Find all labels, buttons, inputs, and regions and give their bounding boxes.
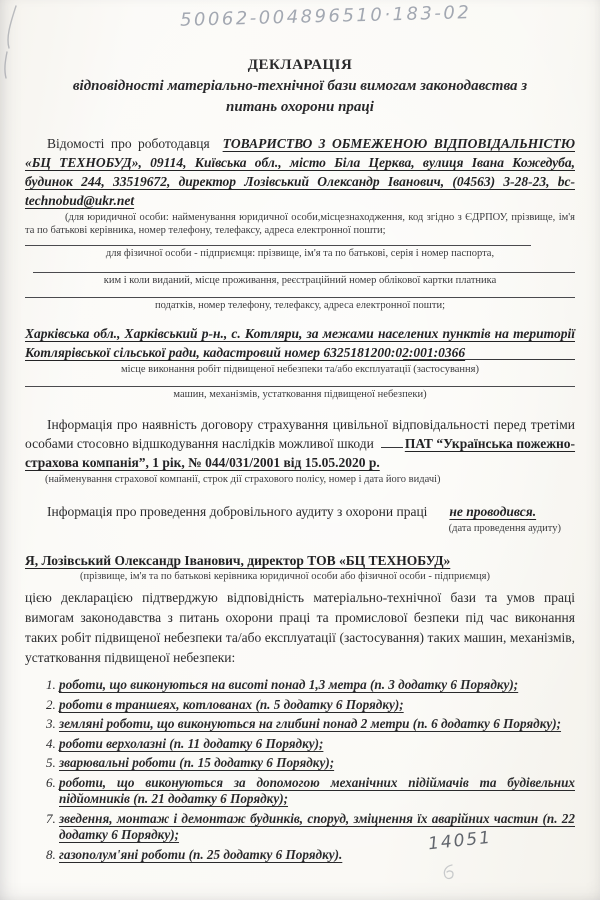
caption-machines: машин, механізмів, устатковання підвищеної небезпеки) bbox=[173, 389, 427, 400]
handwritten-registry-number: 50062-004896510·183-02 bbox=[179, 2, 472, 31]
caption-insurance: (найменування страхової компанії, строк дії страхового полісу, номер і дата його видачі) bbox=[45, 474, 441, 485]
work-item bbox=[59, 716, 575, 733]
employer-value: ТОВАРИСТВО З ОБМЕЖЕНОЮ ВІДПОВІДАЛЬНІСТЮ «БЦ ТЕХНОБУД», 09114, Київська обл., місто Біла Церква, вулиця Івана Кожедуба, будинок 244, 33519672, директор Лозівський Олександр Іванович, (04563) 3-28-23, bc-technobud@ukr.net bbox=[25, 136, 575, 208]
statement-paragraph: цією декларацією підтверджую відповідність матеріально-технічної бази та умов праці вимогам законодавства з питань охорони праці та промислової безпеки під час виконання таких робіт підвищеної небезпеки та/або експлуатації (застосування) таких машин, механізмів, устатковання підвищеної небезпеки: bbox=[25, 590, 575, 665]
caption-worksite: місце виконання робіт підвищеної небезпеки та/або експлуатації (застосування) bbox=[120, 364, 479, 375]
handwritten-page-number: 14051 bbox=[427, 827, 493, 855]
audit-value: не проводився. bbox=[449, 504, 537, 519]
hazardous-works-list bbox=[25, 677, 575, 863]
document-subtitle-line2: питань охорони праці bbox=[226, 99, 374, 115]
form-rule-tax bbox=[25, 297, 575, 298]
audit-label: Інформація про проведення добровільного аудиту з охорони праці bbox=[47, 504, 428, 519]
work-item-text: роботи, що виконуються за допомогою механічних підіймачів та будівельних підйомників (п. 21 додатку 6 Порядку); bbox=[59, 774, 575, 806]
work-item-text: роботи в траншеях, котлованах (п. 5 додатку 6 Порядку); bbox=[59, 696, 404, 712]
work-item bbox=[59, 677, 575, 694]
caption-audit-date: (дата проведення аудиту) bbox=[448, 523, 561, 534]
work-item-text: земляні роботи, що виконуються на глибині понад 2 метри (п. 6 додатку 6 Порядку); bbox=[59, 716, 562, 731]
work-item-text: зведення, монтаж і демонтаж будинків, споруд, зміцнення їх аварійних частин (п. 22 додатку 6 Порядку); bbox=[59, 810, 575, 842]
audit-paragraph bbox=[25, 502, 575, 521]
form-rule-passport bbox=[33, 272, 575, 273]
work-item bbox=[59, 847, 575, 864]
caption-legal-entity: (для юридичної особи: найменування юридичної особи,місцезнаходження, код згідно з ЄДРПОУ, прізвище, ім'я та по батькові керівника, номер телефону, телефаксу, адреса електронної пошти; bbox=[25, 212, 575, 236]
caption-individual: для фізичної особи - підприємця: прізвище, ім'я та по батькові, серія і номер паспорта, bbox=[105, 248, 495, 259]
work-item bbox=[59, 755, 575, 772]
declarant-line bbox=[25, 553, 575, 569]
caption-passport-issue: ким і коли виданий, місце проживання, реєстраційний номер облікової картки платника bbox=[103, 275, 497, 286]
pen-squiggle-icon bbox=[438, 862, 460, 884]
document-subtitle-line1: відповідності матеріально-технічної бази вимогам законодавства з bbox=[72, 78, 528, 94]
worksite-value: Харківська обл., Харківський р-н., с. Котляри, за межами населених пунктів на території Котлярівської сільської ради, кадастровий номер 6325181200:02:001:0366 bbox=[25, 326, 575, 360]
pen-scratch-icon bbox=[0, 4, 26, 94]
work-item bbox=[59, 736, 575, 753]
form-rule-individual bbox=[25, 245, 531, 246]
work-item-text: зварювальні роботи (п. 15 додатку 6 Порядку); bbox=[59, 755, 335, 770]
work-item bbox=[59, 775, 575, 808]
worksite-paragraph bbox=[25, 324, 575, 362]
blank-underline bbox=[381, 436, 403, 448]
insurance-paragraph bbox=[25, 415, 575, 472]
work-item-text: роботи, що виконуються на висоті понад 1,3 метра (п. 3 додатку 6 Порядку); bbox=[59, 677, 519, 692]
work-item-text: роботи верхолазні (п. 11 додатку 6 Порядку); bbox=[59, 735, 324, 751]
declarant-value: Я, Лозівський Олександр Іванович, директор ТОВ «БЦ ТЕХНОБУД» bbox=[25, 553, 451, 568]
work-item bbox=[59, 811, 575, 844]
employer-label: Відомості про роботодавця bbox=[47, 136, 210, 151]
insurance-label: Інформація про наявність договору страхування цивільної відповідальності перед третіми особами стосовно відшкодування наслідків можливої шкоди bbox=[25, 417, 575, 451]
document-title: ДЕКЛАРАЦІЯ bbox=[247, 57, 353, 73]
work-item-text: газополум'яні роботи (п. 25 додатку 6 Порядку). bbox=[59, 846, 343, 862]
form-rule-machines bbox=[25, 386, 575, 387]
insurance-value: ПАТ “Українська пожежно-страхова компанія”, 1 рік, № 044/031/2001 від 15.05.2020 р. bbox=[25, 436, 576, 470]
caption-declarant: (прізвище, ім'я та по батькові керівника юридичної особи або фізичної особи - підприємця) bbox=[80, 571, 490, 582]
document-title-block bbox=[25, 55, 575, 118]
caption-tax-contacts: податків, номер телефону, телефаксу, адреса електронної пошти; bbox=[154, 300, 445, 311]
employer-paragraph bbox=[25, 134, 575, 210]
work-item bbox=[59, 697, 575, 714]
